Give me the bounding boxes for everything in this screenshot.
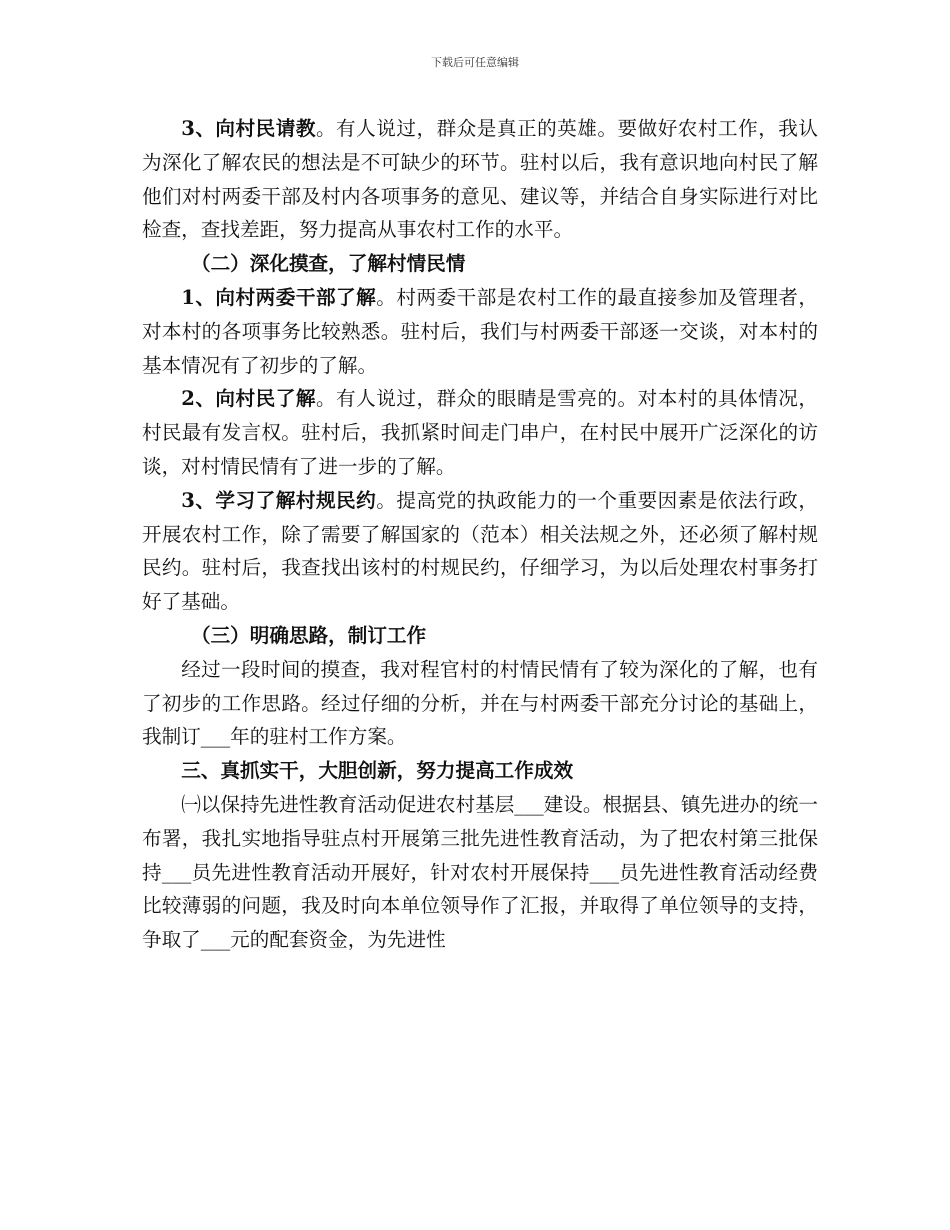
heading-clear-thinking: （三）明确思路，制订工作 bbox=[191, 623, 427, 647]
paragraph-text: 。有人说过，群众的眼睛是雪亮的。对本村的具体情况，村民最有发言权。驻村后，我抓紧时间走门串户，在村民中展开广泛深化的访谈，对村情民情有了进一步的了解。 bbox=[142, 387, 819, 478]
paragraph-ask-cadres bbox=[142, 281, 818, 382]
document-body bbox=[142, 112, 818, 957]
paragraph-lead: 1、向村两委干部了解 bbox=[181, 285, 377, 309]
paragraph-work-plan: 经过一段时间的摸查，我对程官村的村情民情有了较为深化的了解，也有了初步的工作思路。经过仔细的分析，并在与村两委干部充分讨论的基础上，我制订___年的驻村工作方案。 bbox=[142, 657, 818, 749]
paragraph-text: 。有人说过，群众是真正的英雄。要做好农村工作，我认为深化了解农民的想法是不可缺少的环节。驻村以后，我有意识地向村民了解他们对村两委干部及村内各项事务的意见、建议等，并结合自身实际进行对比检查，查找差距，努力提高从事农村工作的水平。 bbox=[142, 117, 819, 242]
paragraph-village-rules bbox=[142, 484, 818, 619]
paragraph-education-activity: ㈠以保持先进性教育活动促进农村基层___建设。根据县、镇先进办的统一布署，我扎实地指导驻点村开展第三批先进性教育活动，为了把农村第三批保持___员先进性教育活动开展好，针对农村开展保持___员先进性教育活动经费比较薄弱的问题，我及时向本单位领导作了汇报，并取得了单位领导的支持，争取了___元的配套资金，为先进性 bbox=[142, 792, 818, 952]
heading-investigation: （二）深化摸查，了解村情民情 bbox=[191, 252, 466, 276]
paragraph-lead: 3、向村民请教 bbox=[181, 117, 316, 140]
heading-section-three: 三、真抓实干，大胆创新，努力提高工作成效 bbox=[181, 759, 574, 783]
paragraph-text: 。村两委干部是农村工作的最直接参加及管理者，对本村的各项事务比较熟悉。驻村后，我们与村两委干部逐一交谈，对本村的基本情况有了初步的了解。 bbox=[142, 285, 818, 377]
page-header: 下载后可任意编辑 bbox=[431, 56, 519, 69]
paragraph-understand-villagers bbox=[142, 382, 818, 483]
paragraph-lead: 3、学习了解村规民约 bbox=[181, 488, 377, 512]
paragraph-ask-villagers bbox=[142, 112, 818, 247]
paragraph-lead: 2、向村民了解 bbox=[181, 387, 316, 411]
paragraph-text: 。提高党的执政能力的一个重要因素是依法行政，开展农村工作，除了需要了解国家的（范本）相关法规之外，还必须了解村规民约。驻村后，我查找出该村的村规民约，仔细学习，为以后处理农村事务打好了基础。 bbox=[142, 488, 818, 614]
